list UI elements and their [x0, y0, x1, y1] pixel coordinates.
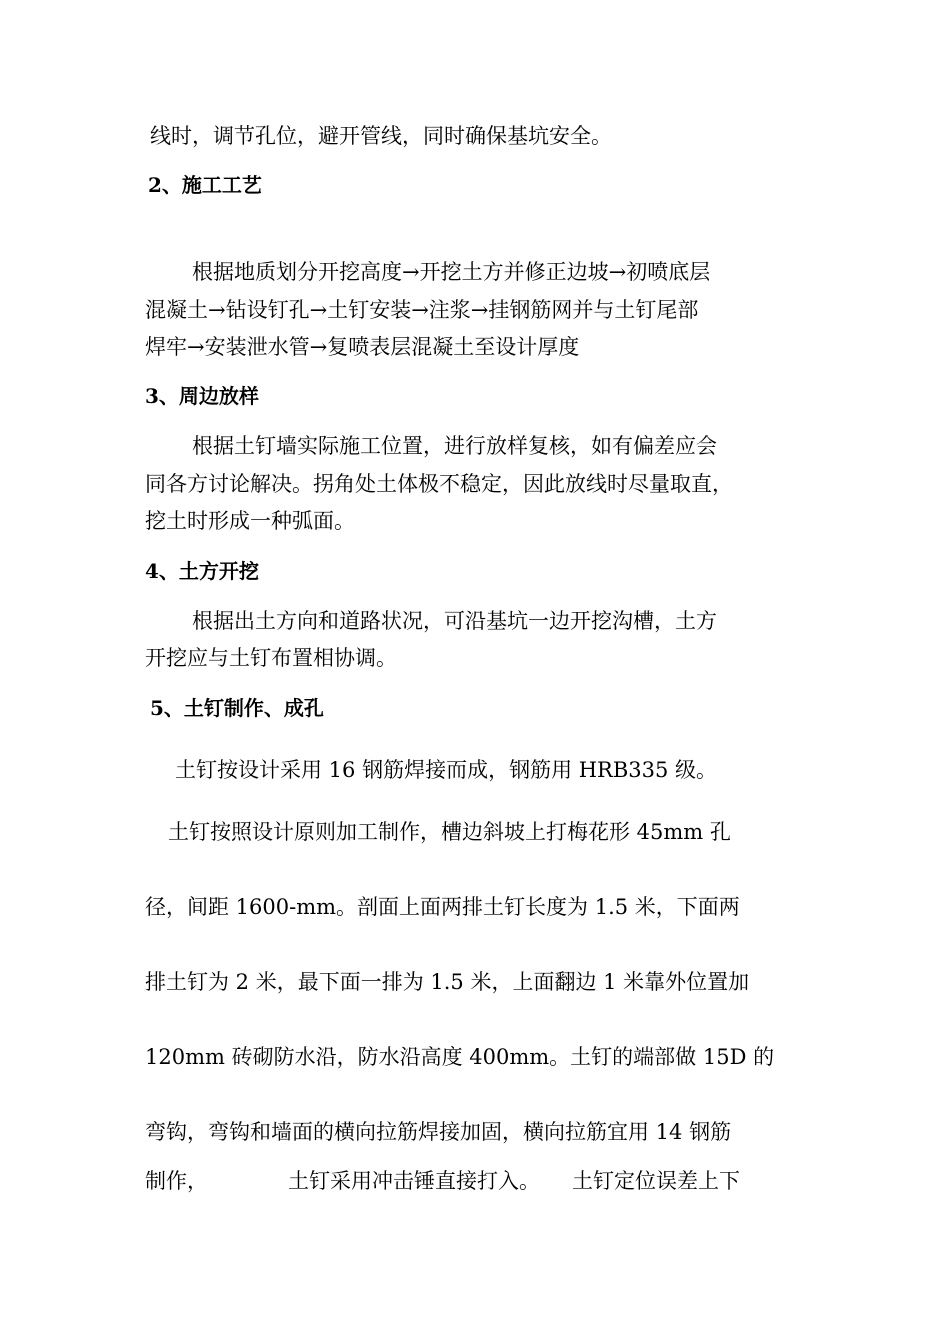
- text-line: 挖土时形成一种弧面。: [145, 509, 355, 533]
- text-fragment: 土钉采用冲击锤直接打入。: [288, 1169, 540, 1193]
- text-line: 弯钩，弯钩和墙面的横向拉筋焊接加固，横向拉筋宜用 14 钢筋: [145, 1120, 732, 1144]
- text-line: 同各方讨论解决。拐角处土体极不稳定，因此放线时尽量取直，: [145, 472, 733, 496]
- section-heading: 2、施工工艺: [148, 173, 262, 197]
- text-line: 根据出土方向和道路状况，可沿基坑一边开挖沟槽，土方: [192, 609, 717, 633]
- text-line: 径，间距 1600-mm。剖面上面两排土钉长度为 1.5 米，下面两: [145, 895, 740, 919]
- text-line: 排土钉为 2 米，最下面一排为 1.5 米，上面翻边 1 米靠外位置加: [145, 970, 750, 994]
- text-line: 根据土钉墙实际施工位置，进行放样复核，如有偏差应会: [192, 434, 717, 458]
- section-heading: 5、土钉制作、成孔: [150, 696, 324, 720]
- text-line: 根据地质划分开挖高度→开挖土方并修正边坡→初喷底层: [192, 260, 711, 284]
- text-line: 开挖应与土钉布置相协调。: [145, 646, 397, 670]
- text-line: 焊牢→安装泄水管→复喷表层混凝土至设计厚度: [145, 335, 580, 359]
- text-fragment: 土钉定位误差上下: [572, 1169, 740, 1193]
- text-line: 120mm 砖砌防水沿，防水沿高度 400mm。土钉的端部做 15D 的: [145, 1045, 775, 1069]
- text-line: [145, 1171, 740, 1192]
- text-fragment: 制作，: [145, 1169, 208, 1193]
- section-heading: 3、周边放样: [145, 384, 259, 408]
- text-line: 混凝土→钻设钉孔→土钉安装→注浆→挂钢筋网并与土钉尾部: [145, 298, 699, 322]
- text-line: 土钉按照设计原则加工制作，槽边斜坡上打梅花形 45mm 孔: [168, 820, 731, 844]
- section-heading: 4、土方开挖: [145, 559, 259, 583]
- text-line: 土钉按设计采用 16 钢筋焊接而成，钢筋用 HRB335 级。: [175, 758, 718, 782]
- text-line: 线时，调节孔位，避开管线，同时确保基坑安全。: [150, 124, 612, 148]
